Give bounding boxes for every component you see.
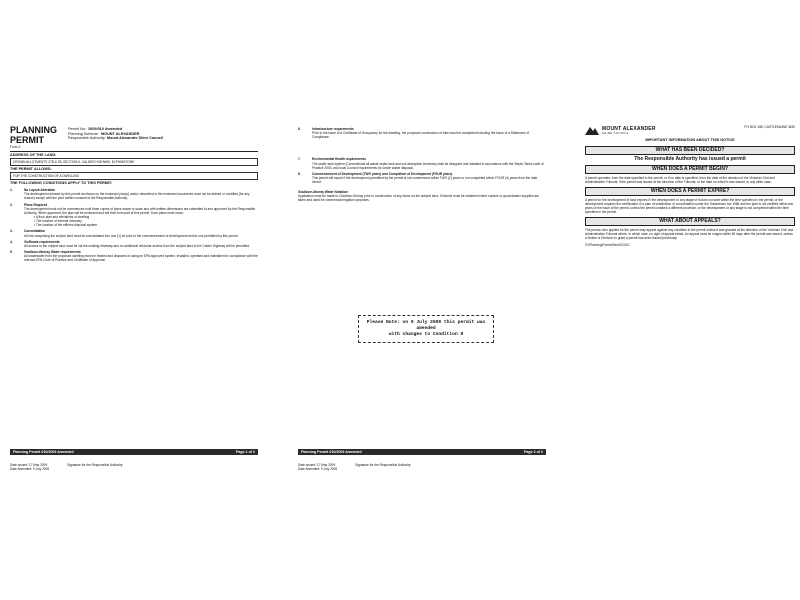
condition-text: Prior to the issue of a Certificate of Occupancy for the dwelling, the proposed construction of bike must be completed including the issue of a Statement of Compliance. (312, 131, 529, 140)
date-issued: 17 May 2009 (28, 462, 48, 467)
date-issued-label: Date Issued: (10, 462, 28, 467)
plan-item: • The location of internal driveway (34, 219, 82, 224)
condition-5 (10, 250, 258, 262)
allows-value: FOR THE CONSTRUCTION OF A DWELLING (10, 172, 258, 180)
permit-page-1 (10, 125, 258, 475)
signature-block (298, 463, 546, 471)
permit-page-2 (298, 125, 546, 475)
condition-2 (10, 203, 258, 228)
condition-text: This permit will expire if the development permitted by the permit is not commenced within TWO (2) years or not completed within FOUR (4) years from the date hereof. (312, 176, 538, 185)
page-number: Page 1 of 2 (236, 450, 255, 454)
conditions-label: THE FOLLOWING CONDITIONS APPLY TO THIS PERMIT: (10, 181, 113, 186)
condition-number: 3. (10, 229, 13, 234)
notation-heading: Goulburn-Murray Water Notation: (298, 190, 349, 195)
date-issued: 17 May 2009 (316, 462, 336, 467)
section-appeals: WHAT ABOUT APPEALS? (585, 217, 795, 226)
condition-number: 2. (10, 202, 13, 207)
notice-line-2: with changes to Condition 8 (388, 332, 464, 337)
condition-text: The development allowed by this permit as shown on the endorsed plan(s) and/or described in the endorsed documents must not be altered or modified (for any reason) except with the prior written consent of the Responsible Authority. (24, 192, 250, 201)
condition-heading: VicRoads requirements (24, 239, 60, 244)
authority-label: Responsible Authority: (68, 136, 106, 141)
condition-heading: Plans Required (24, 202, 48, 207)
permit-no-label: Permit No: (68, 127, 86, 131)
notation (298, 190, 546, 202)
section-decided: WHAT HAS BEEN DECIDED? (585, 146, 795, 155)
condition-heading: Consolidation (24, 229, 46, 234)
permit-no: 2009/010 Amended (88, 127, 123, 131)
page-number: Page 2 of 2 (524, 450, 543, 454)
date-issued-label: Date Issued: (298, 462, 316, 467)
scheme-value: MOUNT ALEXANDER (100, 131, 140, 136)
scheme-label: Planning Scheme: (68, 131, 99, 136)
document-reference: G:\Planning\Forms\Rev09.DOC (585, 243, 630, 248)
amendment-notice (358, 315, 494, 343)
plan-item: • The location of the effluent disposal system. (34, 223, 98, 228)
decided-text: The Responsible Authority has issued a permit (634, 155, 746, 162)
section-expire: WHEN DOES A PERMIT EXPIRE? (585, 187, 795, 196)
appeals-text: The person who applied for the permit may appeal against any condition in the permit unless it was granted at the direction of the Victorian Civil and Administrative Tribunal where, in which case, no right of appeal exists. An appeal must be lodged within 60 days after the permit was issued, unless a Notice of Decision to grant a permit has been issued previously. (585, 228, 794, 241)
council-logo (585, 125, 656, 135)
expire-text: A permit for the development of land expires if: the development or any stage of it does not start within the time specified in the permit; or the development requires the certification of a plan of subdivision or consolidation under the Subdivision Act 1988 and the plan is not certified within two years of the issue of the permit, unless the permit contains a different provision; or the development or any stage is not completed within the time specified in the permit. (585, 197, 794, 215)
condition-heading: Commencement of Development (TWO years) and Completion of Development (FOUR years) (312, 171, 453, 176)
condition-7 (298, 157, 546, 169)
condition-text: The development must not be commenced until three copies of plans drawn to scale and with written dimensions are submitted to and approved by the Responsible Authority. When approved, the plan will be endorsed and will then form part of this permit. Such plans must show: (24, 206, 256, 215)
signature-label: Signature for the Responsible Authority (355, 462, 411, 467)
condition-text: All access to the subject land must be via the existing driveway and no additional vehicular access from the subject land to the Calder Highway will be permitted. (24, 243, 250, 248)
section-begin: WHEN DOES A PERMIT BEGIN? (585, 165, 795, 174)
address-label: ADDRESS OF THE LAND: (10, 153, 57, 158)
mountain-icon (585, 125, 599, 135)
signature-label: Signature for the Responsible Authority (67, 462, 123, 467)
condition-text: All lots comprising the subject land must be consolidated into one (1) lot prior to the commencement of development and/or use permitted by this permit. (24, 233, 239, 238)
condition-number: 6. (298, 127, 301, 132)
address-value: CROWN ALLOTMENTS 27B & 28, SECTION 6, CALDER HIGHWAY, ELPHINSTONE (10, 158, 258, 166)
allows-label: THE PERMIT ALLOWS: (10, 167, 52, 172)
form-label: Form 4 (10, 145, 21, 149)
date-amended-label: Date Amended: (298, 466, 320, 471)
condition-6 (298, 127, 546, 139)
footer-band: Planning Permit 010/2009 Amended Page 1 of 2 (10, 449, 258, 455)
notice-line-1: Please Note: on 9 July 2009 this permit was amended (366, 320, 486, 331)
condition-number: 7. (298, 157, 301, 162)
condition-text: All wastewater from the proposed dwelling must be treated and disposed of using an EPA approved system, installed, operated and maintained in compliance with the relevant EPA Code of Practice and Certificate of Approval. (24, 254, 258, 263)
condition-heading: Goulburn-Murray Water requirements (24, 250, 81, 255)
date-amended-label: Date Amended: (10, 466, 32, 471)
condition-3 (10, 229, 258, 237)
condition-heading: No Layout Alteration (24, 188, 56, 193)
condition-number: 4. (10, 239, 13, 244)
date-amended: 9 July 2009 (320, 466, 338, 471)
footer-band: Planning Permit 010/2009 Amended Page 2 of 2 (298, 449, 546, 455)
signature-block (10, 463, 258, 471)
info-page (585, 125, 795, 475)
condition-4 (10, 240, 258, 248)
condition-number: 5. (10, 250, 13, 255)
logo-subtext: SHIRE COUNCIL (602, 131, 629, 135)
condition-1 (10, 188, 258, 200)
condition-number: 8. (298, 171, 301, 176)
condition-8 (298, 172, 546, 184)
plan-item: • A floor plan and elevations of dwelling (34, 215, 90, 219)
condition-heading: Environmental Health requirements (312, 157, 366, 162)
authority-value: Mount Alexander Shire Council (106, 136, 164, 141)
begin-text: A permit operates: from the date specified in the permit; or if no date is specified, from the date of the decision of the Victorian Civil and Administrative Tribunal, if the permit was issued at the direction of the Tribunal; or the date on which it was issued, in any other case. (585, 175, 775, 184)
logo-text: MOUNT ALEXANDER (602, 125, 656, 132)
contact-info: PO BOX 185, CASTLEMAINE 3450 (744, 125, 795, 129)
notation-text: Application must be made to Goulburn-Murray prior to construction of any dams on the subject land. A licence must be obtained where surface or groundwater supplies are taken and used for commercial irrigation purposes. (298, 194, 539, 203)
condition-text: The septic tank system (Conventional all waste septic tank and soil absorption trenches) shall be designed and installed in accordance with the Septic Tanks code of Practice 2003, and local Council requirements for onsite waste disposal. (312, 161, 544, 170)
condition-heading: Infrastructure requirements (312, 127, 354, 132)
condition-number: 1. (10, 188, 13, 193)
permit-header (10, 125, 258, 149)
page-title: PLANNING PERMIT (10, 125, 57, 145)
date-amended: 9 July 2009 (32, 466, 50, 471)
important-heading: IMPORTANT INFORMATION ABOUT THIS NOTICE (645, 138, 735, 142)
